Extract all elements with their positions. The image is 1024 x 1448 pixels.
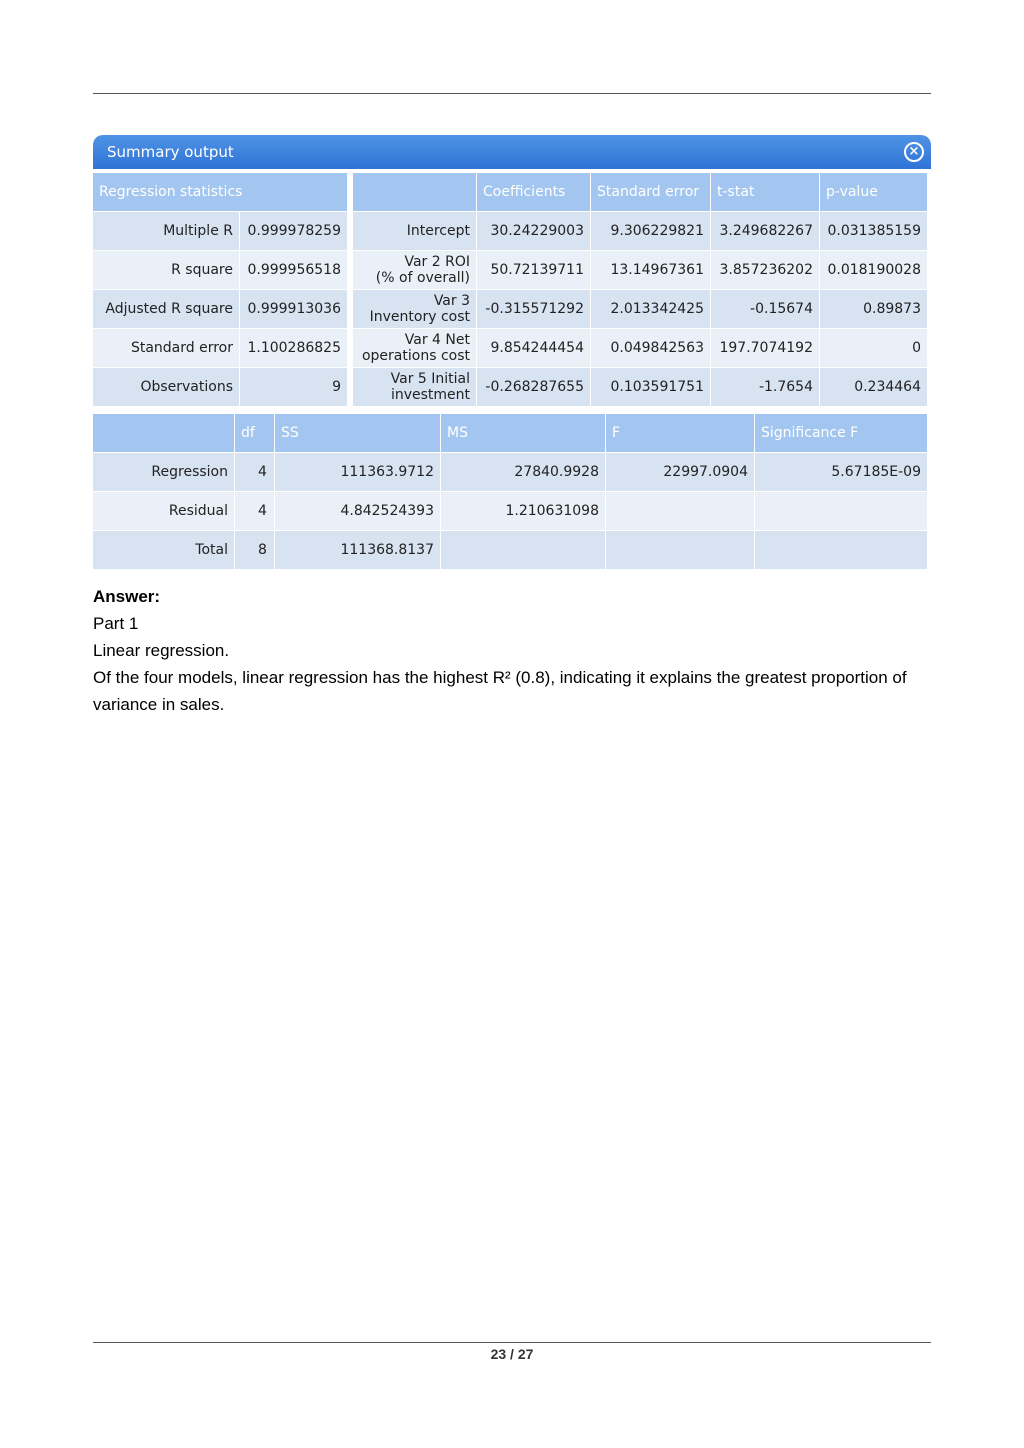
answer-heading: Answer: [93, 587, 161, 606]
table-row [93, 290, 931, 328]
t-value: 197.7074192 [711, 329, 819, 367]
header-rule [93, 93, 931, 94]
regression-statistics-header: Regression statistics [93, 173, 347, 211]
window-title: Summary output [107, 143, 234, 161]
coef-name-line2: investment [390, 387, 470, 403]
anova-df: 4 [235, 453, 274, 491]
stat-label: Standard error [93, 329, 239, 367]
t-value: -0.15674 [711, 290, 819, 328]
coef-name-line2: Inventory cost [369, 309, 470, 325]
footer-rule [93, 1342, 931, 1343]
stat-value: 0.999956518 [240, 251, 347, 289]
anova-ms: 27840.9928 [441, 453, 605, 491]
table-row [93, 453, 931, 491]
se-value: 13.14967361 [591, 251, 710, 289]
answer-part: Part 1 [93, 614, 139, 633]
coef-name-line2: (% of overall) [375, 270, 470, 286]
stat-label: R square [93, 251, 239, 289]
coef-name [353, 368, 476, 406]
t-value: -1.7654 [711, 368, 819, 406]
summary-output-window [93, 135, 931, 569]
anova-f [606, 531, 754, 569]
stat-label: Observations [93, 368, 239, 406]
p-value: 0.031385159 [820, 212, 927, 250]
answer-section [93, 583, 933, 718]
coef-header-blank [353, 173, 476, 211]
se-value: 0.049842563 [591, 329, 710, 367]
stat-value: 0.999913036 [240, 290, 347, 328]
p-value: 0.234464 [820, 368, 927, 406]
anova-ms: 1.210631098 [441, 492, 605, 530]
anova-source: Total [93, 531, 234, 569]
coef-name-line2: operations cost [361, 348, 470, 364]
ms-header: MS [441, 414, 605, 452]
stat-label: Adjusted R square [93, 290, 239, 328]
coef-name-line1: Var 5 Initial [390, 371, 470, 387]
coef-name [353, 329, 476, 367]
table-row [93, 212, 931, 250]
stat-label: Multiple R [93, 212, 239, 250]
se-value: 9.306229821 [591, 212, 710, 250]
coef-name [353, 290, 476, 328]
p-value: 0.89873 [820, 290, 927, 328]
anova-df: 4 [235, 492, 274, 530]
significance-f-header: Significance F [755, 414, 927, 452]
ss-header: SS [275, 414, 440, 452]
table-row [93, 531, 931, 569]
window-titlebar [93, 135, 931, 169]
table-row [93, 329, 931, 367]
t-value: 3.857236202 [711, 251, 819, 289]
anova-header-blank [93, 414, 234, 452]
stats-header-row [93, 173, 931, 211]
page-number: 23 / 27 [490, 1346, 534, 1362]
anova-sig [755, 492, 927, 530]
anova-f: 22997.0904 [606, 453, 754, 491]
coef-name: Intercept [353, 212, 476, 250]
coef-name-line1: Var 2 ROI [404, 254, 470, 270]
p-value: 0 [820, 329, 927, 367]
close-circle-icon[interactable]: × [904, 142, 924, 162]
coef-name [353, 251, 476, 289]
anova-ss: 111363.9712 [275, 453, 440, 491]
table-row [93, 492, 931, 530]
answer-line-2: Of the four models, linear regression has the highest R² (0.8), indicating it explains the greatest proportion of variance in sales. [93, 668, 907, 714]
coef-value: 30.24229003 [477, 212, 590, 250]
stat-value: 0.999978259 [240, 212, 347, 250]
anova-ss: 4.842524393 [275, 492, 440, 530]
answer-line-1: Linear regression. [93, 641, 230, 660]
coef-value: -0.268287655 [477, 368, 590, 406]
stat-value: 9 [240, 368, 347, 406]
coef-value: 50.72139711 [477, 251, 590, 289]
anova-sig [755, 531, 927, 569]
anova-ms [441, 531, 605, 569]
table-row [93, 368, 931, 406]
coefficients-header: Coefficients [477, 173, 590, 211]
coef-value: 9.854244454 [477, 329, 590, 367]
anova-source: Regression [93, 453, 234, 491]
t-value: 3.249682267 [711, 212, 819, 250]
t-stat-header: t-stat [711, 173, 819, 211]
p-value: 0.018190028 [820, 251, 927, 289]
coef-value: -0.315571292 [477, 290, 590, 328]
se-value: 0.103591751 [591, 368, 710, 406]
table-row [93, 251, 931, 289]
p-value-header: p-value [820, 173, 927, 211]
anova-df: 8 [235, 531, 274, 569]
standard-error-header: Standard error [591, 173, 710, 211]
se-value: 2.013342425 [591, 290, 710, 328]
anova-ss: 111368.8137 [275, 531, 440, 569]
anova-sig: 5.67185E-09 [755, 453, 927, 491]
coef-name-line1: Var 3 [433, 293, 470, 309]
coef-name-line1: Var 4 Net [404, 332, 470, 348]
anova-f [606, 492, 754, 530]
anova-header-row [93, 414, 931, 452]
anova-source: Residual [93, 492, 234, 530]
df-header: df [235, 414, 274, 452]
stat-value: 1.100286825 [240, 329, 347, 367]
f-header: F [606, 414, 754, 452]
